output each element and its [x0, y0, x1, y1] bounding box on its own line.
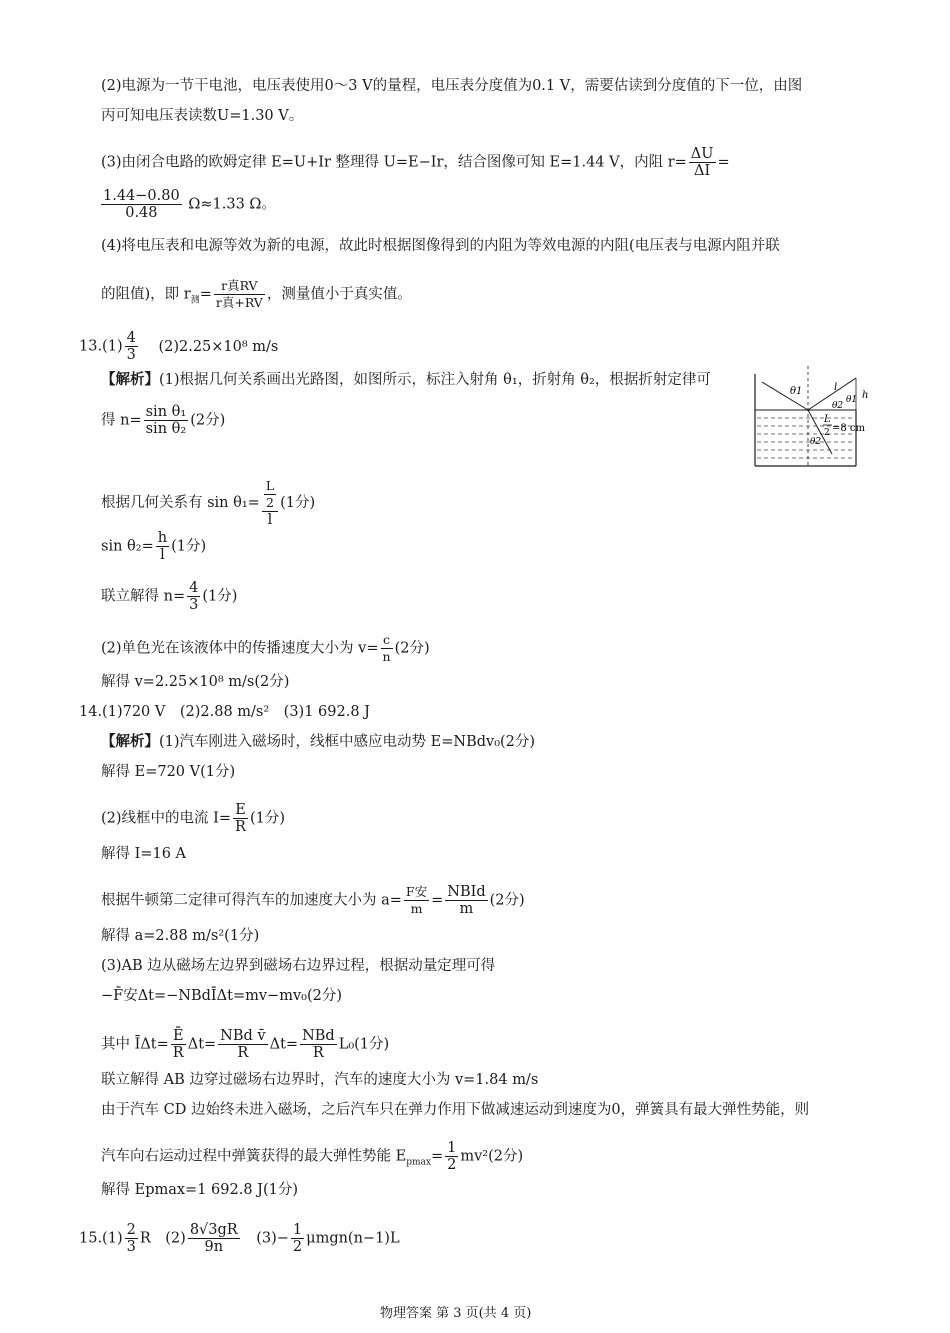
text-line [101, 370, 711, 390]
fraction [262, 478, 278, 528]
label-cm: =8 cm [832, 423, 866, 434]
fraction [404, 884, 429, 917]
numerator: c [381, 632, 393, 649]
text-span: (2分) [394, 640, 430, 657]
numerator: E [233, 802, 248, 819]
label-theta1: θ1 [790, 386, 803, 397]
fraction [445, 1140, 458, 1173]
fraction [218, 1028, 267, 1061]
text-line: −F̄安Δt=−NBdĪΔt=mv−mv₀(2分) [101, 988, 342, 1004]
denominator: 2 [292, 1239, 303, 1255]
text-line: 解得 E=720 V(1分) [101, 764, 236, 780]
text-span: (1)根据几何关系画出光路图，如图所示，标注入射角 θ₁，折射角 θ₂，根据折射定律可 [159, 372, 711, 388]
text-line [101, 884, 525, 917]
text-span: ，测量值小于真实值。 [266, 286, 412, 303]
text-span: Δt= [269, 1036, 299, 1053]
fraction [233, 802, 248, 835]
numerator [262, 478, 278, 512]
numerator: NBId [447, 884, 486, 900]
label-theta1-upper: θ1 [846, 395, 858, 405]
numerator: F安 [405, 884, 428, 899]
text-line [101, 404, 225, 437]
denominator: 2 [266, 495, 274, 510]
numerator: 8√3gR [189, 1222, 238, 1238]
text-span: 其中 ĪΔt= [101, 1036, 169, 1053]
fraction [445, 884, 487, 917]
fraction [188, 1222, 240, 1255]
denominator: R [172, 1045, 184, 1061]
label-L: L [824, 414, 831, 425]
text-span: (3)− [241, 1230, 289, 1247]
text-span: sin θ₂= [101, 538, 154, 555]
label-two: 2 [824, 428, 830, 438]
denominator: R [312, 1045, 324, 1061]
text-span: R (2) [139, 1230, 186, 1247]
text-line [101, 802, 285, 835]
fraction [264, 478, 276, 511]
label-theta2: θ2 [832, 401, 844, 411]
text-span: = [431, 892, 444, 909]
optics-diagram [752, 364, 882, 470]
numerator: r真RV [214, 278, 265, 295]
text-line [101, 580, 237, 613]
text-span: mv²(2分) [460, 1148, 524, 1165]
denominator: r真+RV [215, 295, 263, 310]
numerator: ΔU [690, 146, 714, 162]
page-footer: 物理答案 第 3 页(共 4 页) [380, 1306, 532, 1321]
denominator: R [235, 819, 246, 835]
analysis-tag: 【解析】 [101, 733, 159, 750]
text-line: 解得 a=2.88 m/s²(1分) [101, 928, 260, 944]
text-span: μmgn(n−1)L [306, 1230, 400, 1247]
numerator: 1.44−0.80 [103, 188, 180, 204]
text-line: (3)AB 边从磁场左边界到磁场右边界过程，根据动量定理可得 [101, 958, 496, 974]
numerator: sin θ₁ [145, 404, 187, 420]
text-span: L₀(1分) [338, 1036, 390, 1053]
fraction [144, 404, 189, 437]
answer-line [79, 330, 278, 363]
text-line [101, 188, 276, 221]
answer-line [79, 1222, 400, 1255]
fraction [125, 330, 138, 363]
fraction [187, 580, 200, 613]
text-span: (1分) [249, 810, 285, 827]
analysis-tag: 【解析】 [101, 371, 159, 388]
numerator: 4 [126, 330, 136, 346]
denominator: 3 [126, 347, 136, 363]
text-span: 13.(1) [79, 338, 123, 355]
label-l: l [834, 382, 838, 393]
denominator: l [267, 512, 273, 528]
denominator: 0.48 [125, 205, 158, 221]
fraction [291, 1222, 304, 1255]
text-line: 联立解得 AB 边穿过磁场右边界时，汽车的速度大小为 v=1.84 m/s [101, 1072, 539, 1088]
text-span: (3)由闭合电路的欧姆定律 E=U+Ir 整理得 U=E−Ir，结合图像可知 E=1.44 V，内阻 r= [101, 154, 687, 171]
denominator: n [382, 649, 391, 664]
text-line: 解得 I=16 A [101, 846, 187, 862]
numerator: NBd v̄ [220, 1028, 266, 1044]
label-theta2-lower: θ2 [810, 437, 822, 447]
text-span: 汽车向右运动过程中弹簧获得的最大弹性势能 E [101, 1148, 407, 1165]
denominator: sin θ₂ [145, 421, 187, 437]
text-span: 联立解得 n= [101, 588, 186, 605]
text-line [101, 1140, 523, 1173]
denominator: m [410, 901, 423, 916]
numerator: 1 [447, 1140, 457, 1156]
subscript: pmax [406, 1157, 431, 1168]
text-span: (2)2.25×10⁸ m/s [158, 338, 279, 355]
subscript: 测 [190, 295, 200, 306]
numerator: h [157, 530, 168, 546]
text-span: 得 n= [101, 412, 142, 429]
text-span: (2)线框中的电流 I= [101, 810, 232, 827]
text-span: = [199, 286, 212, 303]
fraction [156, 530, 169, 563]
denominator: ΔI [694, 163, 711, 179]
denominator: 9n [204, 1239, 224, 1255]
numerator: Ē [171, 1028, 186, 1045]
fraction [171, 1028, 186, 1061]
fraction [689, 146, 716, 179]
text-line [101, 732, 535, 752]
text-line: (2)电源为一节干电池，电压表使用0～3 V的量程，电压表分度值为0.1 V，需要估读到分度值的下一位，由图 [101, 78, 803, 94]
text-line: 解得 v=2.25×10⁸ m/s(2分) [101, 674, 290, 690]
fraction [214, 278, 265, 311]
text-line [101, 146, 730, 179]
text-span: 的阻值)，即 r [101, 286, 191, 303]
denominator: 3 [189, 597, 199, 613]
numerator: 4 [189, 580, 199, 596]
answer-line: 14.(1)720 V (2)2.88 m/s² (3)1 692.8 J [79, 704, 370, 720]
text-span: (1分) [202, 588, 238, 605]
text-span: 15.(1) [79, 1230, 123, 1247]
text-line [101, 632, 430, 665]
fraction [125, 1222, 138, 1255]
text-line [101, 530, 206, 563]
text-span: (2)单色光在该液体中的传播速度大小为 v= [101, 640, 379, 657]
text-span: = [430, 1148, 444, 1165]
fraction [101, 188, 182, 221]
text-span: Δt= [187, 1036, 217, 1053]
text-span: (1分) [171, 538, 207, 555]
text-line: (4)将电压表和电源等效为新的电源，故此时根据图像得到的内阻为等效电源的内阻(电压表与电源内阻并联 [101, 238, 780, 254]
text-line [101, 478, 315, 528]
numerator: 2 [126, 1222, 136, 1238]
numerator: 1 [292, 1222, 303, 1238]
numerator: L [265, 478, 275, 493]
text-span: (1分) [280, 495, 316, 511]
text-line: 丙可知电压表读数U=1.30 V。 [101, 108, 304, 124]
label-h: h [862, 390, 869, 401]
text-line: 由于汽车 CD 边始终未进入磁场，之后汽车只在弹力作用下做减速运动到速度为0，弹簧具有最大弹性势能，则 [101, 1102, 810, 1118]
text-span: (1)汽车刚进入磁场时，线框中感应电动势 E=NBdv₀(2分) [159, 734, 536, 750]
text-line: 解得 Epmax=1 692.8 J(1分) [101, 1182, 299, 1198]
denominator: m [459, 901, 474, 917]
text-line [101, 1028, 389, 1061]
text-span: (2分) [489, 892, 525, 909]
text-span: = [717, 154, 730, 171]
denominator: 2 [447, 1157, 457, 1173]
text-span: 根据牛顿第二定律可得汽车的加速度大小为 a= [101, 892, 402, 909]
numerator: NBd [302, 1028, 335, 1044]
fraction [381, 632, 393, 665]
denominator: 3 [126, 1239, 136, 1255]
text-span: Ω≈1.33 Ω。 [188, 196, 276, 213]
text-line [101, 278, 412, 311]
fraction [300, 1028, 337, 1061]
text-span: 根据几何关系有 sin θ₁= [101, 495, 260, 511]
text-span: (2分) [190, 412, 226, 429]
denominator: R [237, 1045, 249, 1061]
denominator: l [160, 547, 165, 563]
